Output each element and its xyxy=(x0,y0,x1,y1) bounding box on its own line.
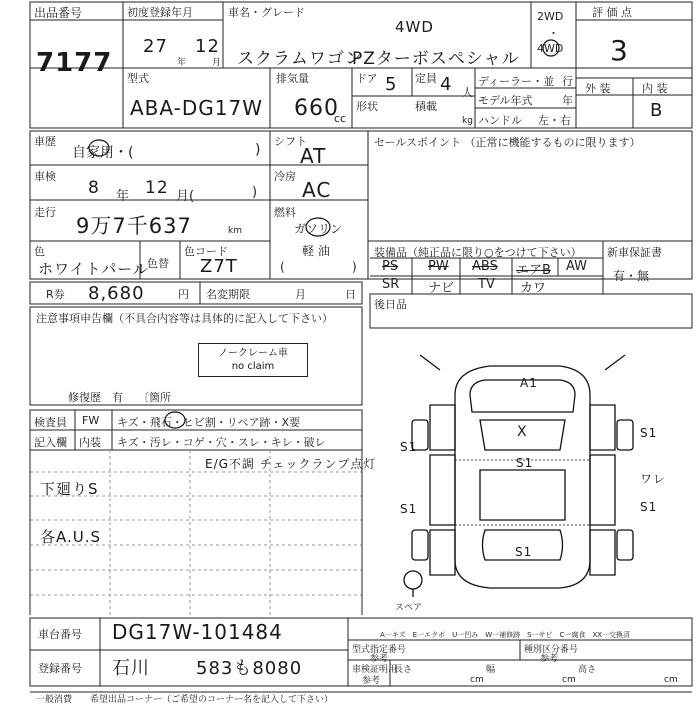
diagram-mark-s1-roof: S1 xyxy=(516,456,534,470)
model-year-unit: 年 xyxy=(562,94,573,107)
model-year-label: モデル年式 xyxy=(478,94,533,107)
color-value: ホワイトパール xyxy=(38,260,149,278)
equipment-item: PS xyxy=(382,259,399,274)
diagram-mark-s1-right: S1 xyxy=(640,426,658,440)
inspection-month: 12 xyxy=(145,178,169,198)
history-value: 自家用・( xyxy=(72,145,134,161)
car-grade: PZターボスペシャル xyxy=(352,49,520,69)
diagram-mark-s1-rear: S1 xyxy=(515,545,533,559)
inspection-close: ) xyxy=(252,185,258,200)
4wd-label: 4WD xyxy=(537,42,564,55)
fuel-close: ) xyxy=(352,260,357,274)
month-unit: 月 xyxy=(212,58,222,68)
lot-label: 出品番号 xyxy=(34,6,83,20)
diagram-mark-s1-right-rear: S1 xyxy=(640,500,658,514)
recycle-value: 8,680 xyxy=(88,283,145,304)
diagram-mark-s1-left-front: S1 xyxy=(400,440,418,454)
cert-label: 車検証明用 xyxy=(352,665,398,675)
chassis-label: 車台番号 xyxy=(38,628,82,641)
kg-unit: kg xyxy=(462,116,473,126)
repaint-label: 色替 xyxy=(147,257,169,270)
history-label: 車歴 xyxy=(34,135,56,148)
name-change-month: 月 xyxy=(295,288,306,301)
inspection-year: 8 xyxy=(88,178,100,198)
displacement-value: 660 xyxy=(294,96,339,121)
designated-label: 型式指定番号 xyxy=(352,645,407,655)
warranty-value: 有・無 xyxy=(613,269,650,283)
recycle-label: R券 xyxy=(46,288,65,301)
ac-label: 冷房 xyxy=(274,170,296,183)
height-label: 高さ xyxy=(578,665,597,675)
shift-label: シフト xyxy=(274,135,307,148)
dealer-label: ディーラー・並 xyxy=(478,75,555,88)
cert-ref: 参考 xyxy=(362,676,381,686)
score-value: 3 xyxy=(610,34,629,67)
repair-part: 〔箇所 xyxy=(138,391,171,404)
handle-label: ハンドル xyxy=(478,114,522,127)
color-code: Z7T xyxy=(200,256,238,277)
dot-sep: ・ xyxy=(548,27,559,40)
equipment-item: SR xyxy=(382,277,400,292)
footer-note: 希望出品コーナー（ご希望のコーナー名を記入して下さい） xyxy=(90,695,334,705)
interior-label: 内 装 xyxy=(642,82,668,95)
drive-handwritten: 4WD xyxy=(395,18,434,36)
diagram-mark-x: X xyxy=(517,424,528,440)
equipment-item: カワ xyxy=(520,281,547,296)
inspection-month-unit: 月( xyxy=(176,189,195,204)
reg-area: 石川 xyxy=(112,658,150,679)
repair-value: 有 xyxy=(112,391,123,404)
mileage-value: 9万7千637 xyxy=(76,214,192,238)
fuel-open: ( xyxy=(280,260,285,274)
shift-value: AT xyxy=(300,144,327,168)
equipment-item: TV xyxy=(478,277,495,292)
inspector-note-2: 下廻りS xyxy=(40,480,99,498)
first-reg-label: 初度登録年月 xyxy=(127,6,193,19)
length-cm: cm xyxy=(470,675,484,685)
capacity-unit: 人 xyxy=(462,86,473,99)
recycle-unit: 円 xyxy=(178,288,189,301)
inspector-label2: 記入欄 xyxy=(34,436,67,449)
capacity-value: 4 xyxy=(440,74,453,95)
handle-options: 左・右 xyxy=(538,114,571,127)
first-reg-year: 27 xyxy=(143,36,168,57)
chassis-number: DG17W-101484 xyxy=(112,620,283,644)
color-label: 色 xyxy=(34,245,45,258)
no-claim-line1: ノークレーム車 xyxy=(218,348,288,359)
model-label: 型式 xyxy=(127,72,149,85)
model-code: ABA-DG17W xyxy=(130,96,263,120)
diagram-mark-s1-left-rear: S1 xyxy=(400,502,418,516)
reg-number: 583も8080 xyxy=(196,658,303,679)
interior-grade: B xyxy=(650,100,664,121)
no-claim-stamp xyxy=(198,343,308,377)
notes-label: 注意事項申告欄（不具合内容等は具体的に記入して下さい） xyxy=(36,312,333,325)
equipment-label: 装備品（純正品に限り○をつけて下さい） xyxy=(374,246,582,259)
inspector-row2: キズ・汚レ・コゲ・穴・スレ・キレ・破レ xyxy=(117,436,326,449)
no-claim-line2: no claim xyxy=(231,361,275,372)
score-label: 評 価 点 xyxy=(592,6,632,19)
warranty-label: 新車保証書 xyxy=(607,246,662,259)
class-label: 種別区分番号 xyxy=(524,645,579,655)
inspector-row1: キズ・飛石・ヒビ割・リペア跡・X要 xyxy=(117,416,301,429)
color-code-label: 色コード xyxy=(184,245,228,258)
reg-label: 登録番号 xyxy=(38,662,82,675)
inspector-fw: FW xyxy=(82,414,100,427)
equipment-item: AW xyxy=(566,259,588,274)
fuel-label: 燃料 xyxy=(274,206,296,219)
length-label: 長さ xyxy=(394,665,413,675)
diagram-mark-a1: A1 xyxy=(520,376,538,390)
inspector-note-3: 各A.U.S xyxy=(40,528,102,546)
history-close: ) xyxy=(255,142,261,158)
width-label: 幅 xyxy=(486,665,496,675)
cc-unit: cc xyxy=(334,112,347,125)
designated-ref: 参考 xyxy=(370,654,389,664)
mileage-unit: km xyxy=(228,226,242,236)
spare-label: スペア xyxy=(395,603,423,613)
shape-label: 形状 xyxy=(356,100,378,113)
class-ref: 参考 xyxy=(540,654,559,664)
repair-label: 修復歴 xyxy=(68,391,101,404)
inspection-label: 車検 xyxy=(34,170,56,183)
displacement-label: 排気量 xyxy=(276,72,309,85)
fuel-light-oil: 軽 油 xyxy=(302,244,330,258)
inspector-note-1: E/G不調 チェックランプ点灯 xyxy=(205,457,377,471)
rear-seat-label: 後日品 xyxy=(374,298,407,311)
damage-legend: A一キズ E一エクボ U一凹み W一補修跡 S一サビ C一腐食 XX一交換済 xyxy=(380,631,631,639)
fuel-gasoline: ガソリン xyxy=(294,222,343,236)
dealer-unit: 行 xyxy=(562,75,573,88)
equipment-item: エアB xyxy=(516,263,551,278)
height-cm: cm xyxy=(664,675,678,685)
car-diagram xyxy=(404,355,633,597)
load-label: 積載 xyxy=(415,100,437,113)
width-cm: cm xyxy=(562,675,576,685)
equipment-item: ナビ xyxy=(428,281,455,296)
lot-number: 7177 xyxy=(36,48,113,78)
year-unit: 年 xyxy=(177,58,187,68)
exterior-label: 外 装 xyxy=(585,82,611,95)
sales-point-label: セールスポイント （正常に機能するものに限ります） xyxy=(374,136,641,149)
capacity-label: 定員 xyxy=(415,72,437,85)
mileage-label: 走行 xyxy=(34,206,56,219)
car-name-label: 車名・グレード xyxy=(228,6,305,19)
name-change-label: 名変期限 xyxy=(206,288,250,301)
equipment-item: PW xyxy=(428,259,449,274)
footer-label: 一般消費 xyxy=(36,695,73,705)
2wd-label: 2WD xyxy=(537,10,564,23)
inspector-int: 内装 xyxy=(79,436,101,449)
car-name: スクラムワゴン xyxy=(237,49,363,69)
ac-value: AC xyxy=(302,178,332,202)
diagram-mark-crack: ワレ xyxy=(640,472,667,486)
door-count: 5 xyxy=(385,74,398,95)
name-change-day: 日 xyxy=(345,288,356,301)
equipment-item: ABS xyxy=(472,259,498,274)
door-label: ドア xyxy=(356,72,378,85)
inspection-year-unit: 年 xyxy=(116,189,130,204)
first-reg-month: 12 xyxy=(195,36,220,57)
inspector-label1: 検査員 xyxy=(34,416,67,429)
